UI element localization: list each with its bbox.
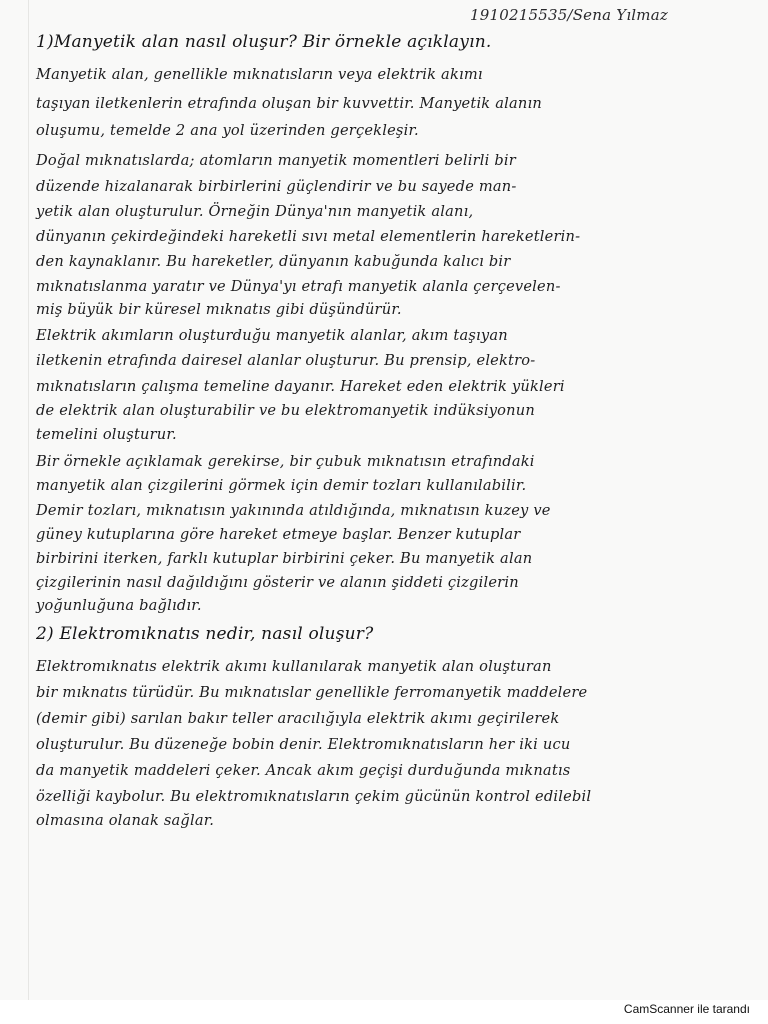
q1-p4-line-1: Bir örnekle açıklamak gerekirse, bir çubuk mıknatısın etrafındaki <box>36 453 535 470</box>
q1-p3-line-1: Elektrik akımların oluşturduğu manyetik alanlar, akım taşıyan <box>36 327 508 344</box>
q1-p3-line-4: de elektrik alan oluşturabilir ve bu elektromanyetik indüksiyonun <box>36 402 535 419</box>
q1-p4-line-6: çizgilerinin nasıl dağıldığını gösterir ve alanın şiddeti çizgilerin <box>36 574 519 591</box>
q1-p4-line-2: manyetik alan çizgilerini görmek için demir tozları kullanılabilir. <box>36 477 527 494</box>
q1-p2-line-3: yetik alan oluşturulur. Örneğin Dünya'nın manyetik alanı, <box>36 203 474 220</box>
question-2-title: 2) Elektromıknatıs nedir, nasıl oluşur? <box>36 624 374 644</box>
q1-p2-line-1: Doğal mıknatıslarda; atomların manyetik momentleri belirli bir <box>36 152 516 169</box>
q2-p1-line-2: bir mıknatıs türüdür. Bu mıknatıslar genellikle ferromanyetik maddelere <box>36 684 588 701</box>
q1-p1-line-1: Manyetik alan, genellikle mıknatısların veya elektrik akımı <box>36 66 483 83</box>
q1-p2-line-4: dünyanın çekirdeğindeki hareketli sıvı metal elementlerin hareketlerin- <box>36 228 581 245</box>
q1-p4-line-4: güney kutuplarına göre hareket etmeye başlar. Benzer kutuplar <box>36 526 521 543</box>
q1-p2-line-2: düzende hizalanarak birbirlerini güçlendirir ve bu sayede man- <box>36 178 517 195</box>
q1-p1-line-3: oluşumu, temelde 2 ana yol üzerinden gerçekleşir. <box>36 122 419 139</box>
q1-p3-line-5: temelini oluşturur. <box>36 426 177 443</box>
q2-p1-line-1: Elektromıknatıs elektrik akımı kullanılarak manyetik alan oluşturan <box>36 658 552 675</box>
q1-p2-line-5: den kaynaklanır. Bu hareketler, dünyanın kabuğunda kalıcı bir <box>36 253 511 270</box>
q1-p2-line-6: mıknatıslanma yaratır ve Dünya'yı etrafı manyetik alanla çerçevelen- <box>36 278 561 295</box>
q2-p1-line-4: oluşturulur. Bu düzeneğe bobin denir. Elektromıknatısların her iki ucu <box>36 736 571 753</box>
q2-p1-line-3: (demir gibi) sarılan bakır teller aracılığıyla elektrik akımı geçirilerek <box>36 710 560 727</box>
student-id-name: 1910215535/Sena Yılmaz <box>470 6 668 24</box>
q1-p3-line-3: mıknatısların çalışma temeline dayanır. Hareket eden elektrik yükleri <box>36 378 565 395</box>
q2-p1-line-5: da manyetik maddeleri çeker. Ancak akım geçişi durduğunda mıknatıs <box>36 762 571 779</box>
q2-p1-line-6: özelliği kaybolur. Bu elektromıknatısların çekim gücünün kontrol edilebil <box>36 788 592 805</box>
scanner-watermark: CamScanner ile tarandı <box>623 1002 750 1016</box>
q1-p4-line-3: Demir tozları, mıknatısın yakınında atıldığında, mıknatısın kuzey ve <box>36 502 551 519</box>
q1-p2-line-7: miş büyük bir küresel mıknatıs gibi düşündürür. <box>36 301 402 318</box>
question-1-title: 1)Manyetik alan nasıl oluşur? Bir örnekle açıklayın. <box>36 32 492 52</box>
q1-p1-line-2: taşıyan iletkenlerin etrafında oluşan bir kuvvettir. Manyetik alanın <box>36 95 542 112</box>
q1-p3-line-2: iletkenin etrafında dairesel alanlar oluşturur. Bu prensip, elektro- <box>36 352 536 369</box>
q2-p1-line-7: olmasına olanak sağlar. <box>36 812 215 829</box>
q1-p4-line-5: birbirini iterken, farklı kutuplar birbirini çeker. Bu manyetik alan <box>36 550 533 567</box>
q1-p4-line-7: yoğunluğuna bağlıdır. <box>36 597 202 614</box>
